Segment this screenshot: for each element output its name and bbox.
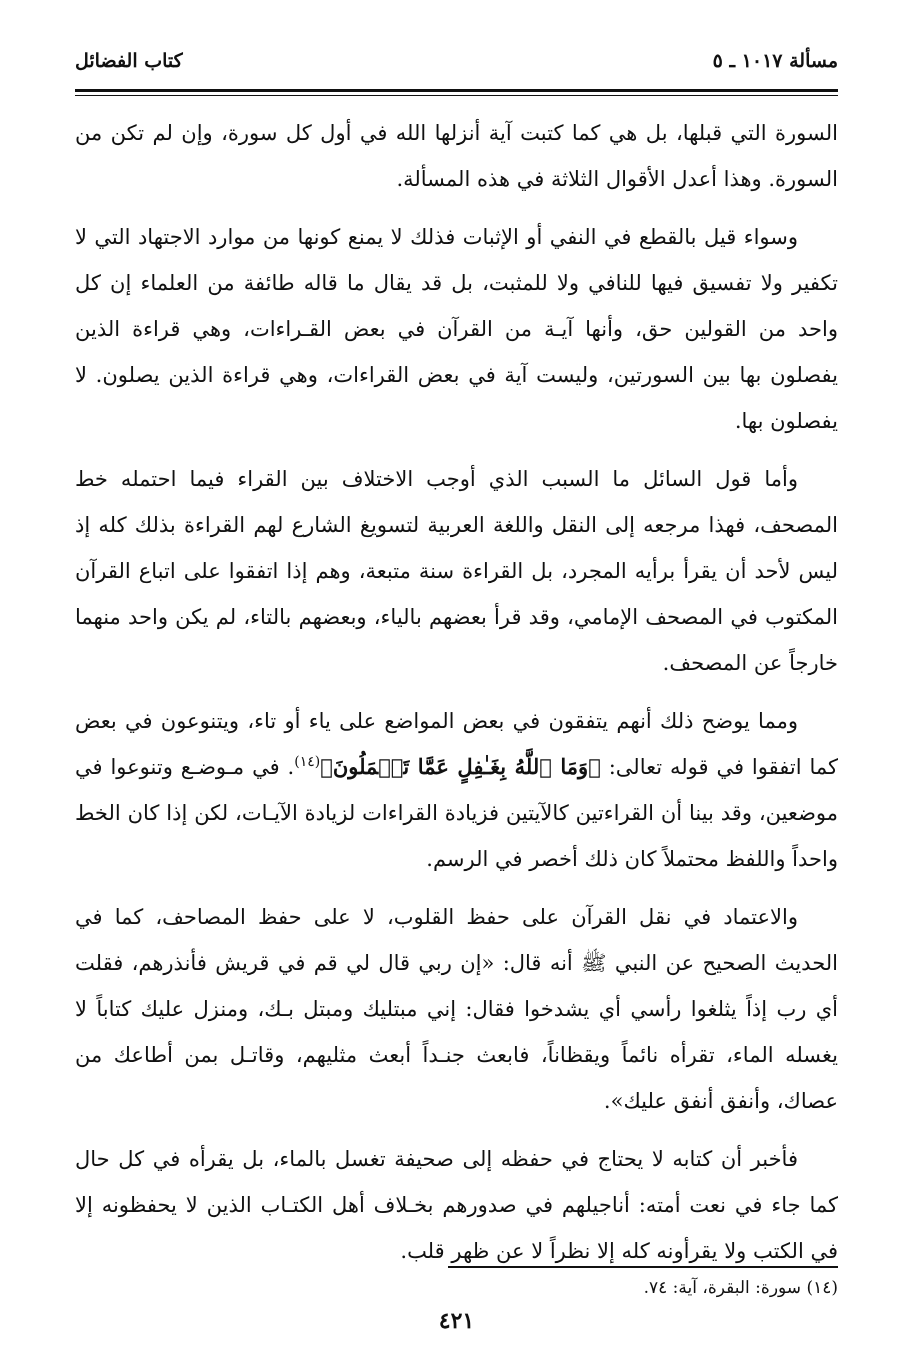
header-rule-thin (75, 95, 838, 96)
footnote: (١٤) سورة: البقرة، آية: ٧٤. (643, 1278, 838, 1298)
paragraph: والاعتماد في نقل القرآن على حفظ القلوب، لا على حفظ المصاحف، كما في الحديث الصحيح عن النبي ﷺ أنه قال: «إن ربي قال لي قم في قريش فأنذرهم، فقلت أي رب إذاً يثلغوا رأسي أي يشدخوا فقال: إني مبتليك ومبتل بـك، ومنزل عليك كتاباً لا يغسله الماء، تقرأه نائماً ويقظاناً، فابعث جنـداً أبعث مثليهم، وقاتـل بمن أطاعك من عصاك، وأنفق أنفق عليك». (75, 905, 838, 1113)
paragraph: وأما قول السائل ما السبب الذي أوجب الاختلاف بين القراء فيما احتمله خط المصحف، فهذا مرجعه إلى النقل واللغة العربية لتسويغ الشارع لهم القراءة بذلك كله إذ ليس لأحد أن يقرأ برأيه المجرد، بل القراءة سنة متبعة، وهم إذا اتفقوا على اتباع القرآن المكتوب في المصحف الإمامي، وقد قرأ بعضهم بالياء، وبعضهم بالتاء، لم يكن واحد منهما خارجاً عن المصحف. (75, 467, 838, 675)
paragraph-text: ومما يوضح ذلك أنهم يتفقون في بعض المواضع على ياء أو تاء، ويتنوعون في بعض كما اتفقوا في قوله تعالى: (75, 709, 838, 779)
paragraph: السورة التي قبلها، بل هي كما كتبت آية أنزلها الله في أول كل سورة، وإن لم تكن من السورة. وهذا أعدل الأقوال الثلاثة في هذه المسألة. (75, 121, 838, 191)
header-book-title: كتاب الفضائل (75, 50, 183, 72)
quran-verse: ﴿وَمَا ٱللَّهُ بِغَـٰفِلٍ عَمَّا تَعۡمَلُونَ﴾ (320, 754, 601, 779)
main-text (75, 110, 838, 1286)
header-rule-thick (75, 89, 838, 92)
page (75, 40, 838, 1340)
running-header (75, 40, 838, 90)
paragraph: وسواء قيل بالقطع في النفي أو الإثبات فذلك لا يمنع كونها من موارد الاجتهاد التي لا تكفير ولا تفسيق فيها للنافي ولا للمثبت، بل قد يقال ما قاله طائفة من العلماء إن كل واحد من القولين حق، وأنها آيـة من القرآن في بعض القـراءات، وهي قراءة الذين يفصلون بها بين السورتين، وليست آية في بعض القراءات، وهي قراءة الذين يصلون. لا يفصلون بها. (75, 225, 838, 433)
footnote-reference[interactable]: (١٤) (294, 754, 321, 770)
page-number: ٤٢١ (438, 1308, 475, 1334)
paragraph-text: . في مـوضـع وتنوعوا في موضعين، وقد بينا أن القراءتين كالآيتين فزيادة القراءات لزيادة الآيـات، لكن إذا كان الخط واحداً واللفظ محتملاً كان ذلك أخصر في الرسم. (75, 755, 838, 871)
paragraph: فأخبر أن كتابه لا يحتاج في حفظه إلى صحيفة تغسل بالماء، بل يقرأه في كل حال كما جاء في نعت أمته: أناجيلهم في صدورهم بخـلاف أهل الكتـاب الذين لا يحفظونه إلا في الكتب ولا يقرأونه كله إلا نظراً لا عن ظهر قلب. (75, 1147, 838, 1263)
footnote-rule (448, 1266, 838, 1268)
paragraph (75, 698, 838, 882)
header-issue: مسألة ١٠١٧ ـ ٥ (712, 50, 838, 72)
